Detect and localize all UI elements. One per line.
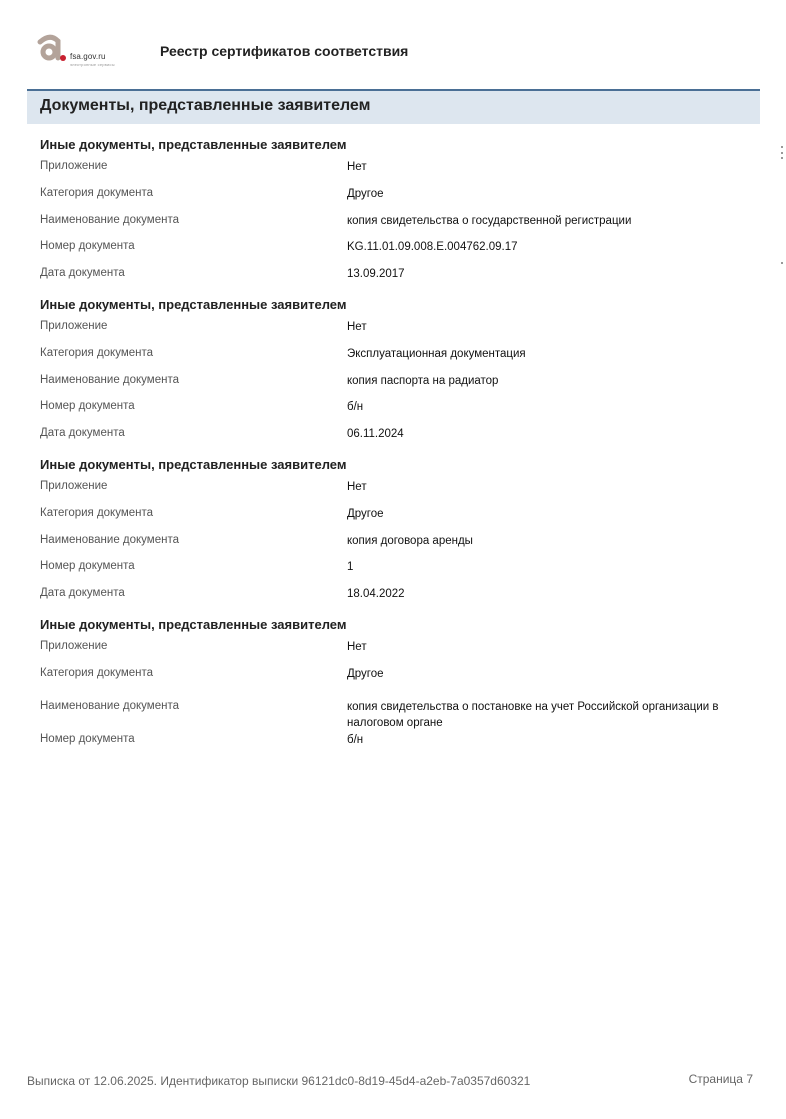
row-label: Наименование документа [40,700,179,712]
document-group-title: Иные документы, представленные заявителем [40,297,347,312]
row-label: Категория документа [40,507,154,519]
row-value: Нет [347,321,367,333]
row-value: KG.11.01.09.008.E.004762.09.17 [347,241,518,253]
row-value: Нет [347,161,367,173]
logo-site-name: fsa.gov.ru [70,52,106,61]
row-value: Нет [347,641,367,653]
row-value: Другое [347,508,384,520]
document-group-title: Иные документы, представленные заявителем [40,137,347,152]
row-label: Приложение [40,160,108,172]
registry-title: Реестр сертификатов соответствия [160,43,409,59]
row-label: Наименование документа [40,214,179,226]
row-label: Приложение [40,640,108,652]
row-value: копия паспорта на радиатор [347,375,499,387]
row-label: Приложение [40,320,108,332]
row-label: Номер документа [40,240,135,252]
section-header-bar [27,89,760,124]
row-value: Другое [347,188,384,200]
row-value: б/н [347,401,364,413]
row-value: Другое [347,668,384,680]
page-header [0,0,786,90]
row-label: Категория документа [40,347,154,359]
document-group-title: Иные документы, представленные заявителем [40,457,347,472]
row-value: 18.04.2022 [347,588,405,600]
row-value: б/н [347,734,364,746]
logo-tagline: электронные сервисы [70,62,115,67]
margin-marks [781,140,786,280]
section-title: Документы, представленные заявителем [40,97,371,114]
row-label: Дата документа [40,587,125,599]
row-label: Наименование документа [40,374,179,386]
row-value: 1 [347,561,354,573]
row-label: Категория документа [40,187,154,199]
extract-info: Выписка от 12.06.2025. Идентификатор выписки 96121dc0-8d19-45d4-a2eb-7a0357d60321 [27,1074,531,1088]
fsa-logo-mark-icon [36,34,66,64]
page-number: Страница 7 [688,1072,753,1086]
row-label: Номер документа [40,560,135,572]
row-value: Нет [347,481,367,493]
row-label: Наименование документа [40,534,179,546]
row-label: Дата документа [40,427,125,439]
row-value: 06.11.2024 [347,428,404,440]
row-label: Приложение [40,480,108,492]
row-value: копия свидетельства о государственной регистрации [347,215,632,227]
fsa-logo [36,34,156,74]
row-label: Номер документа [40,733,135,745]
document-group-title: Иные документы, представленные заявителем [40,617,347,632]
row-label: Дата документа [40,267,125,279]
row-value: копия свидетельства о постановке на учет Российской организации в налоговом органе [347,701,719,729]
row-value: 13.09.2017 [347,268,405,280]
row-label: Номер документа [40,400,135,412]
row-value: Эксплуатационная документация [347,348,526,360]
row-value: копия договора аренды [347,535,473,547]
row-label: Категория документа [40,667,154,679]
